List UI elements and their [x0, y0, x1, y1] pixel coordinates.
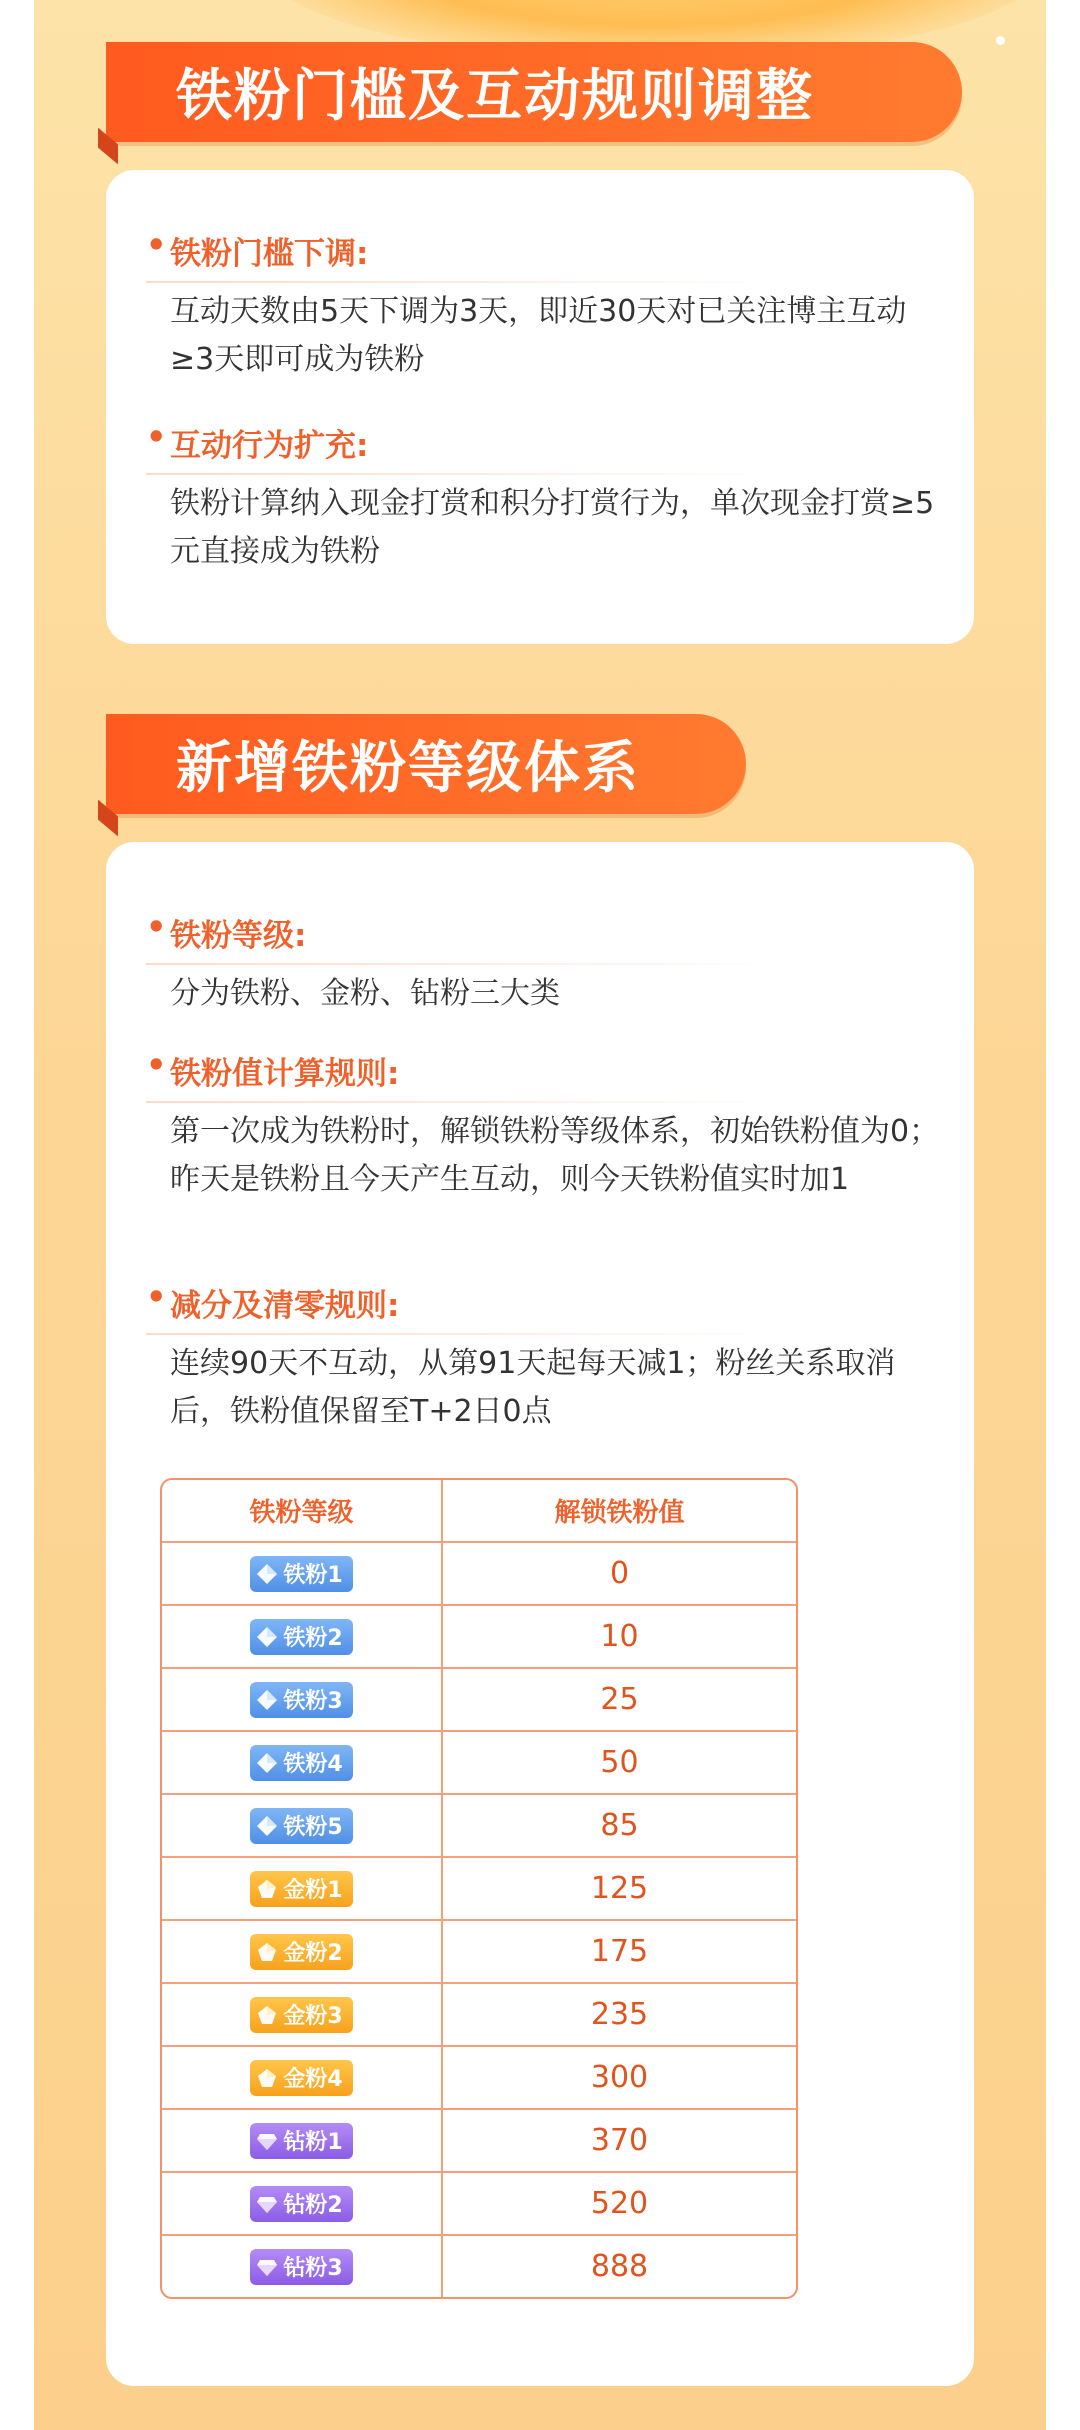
table-row [162, 1982, 796, 2045]
level-badge [250, 1745, 352, 1781]
level-badge [250, 1682, 352, 1718]
unlock-value: 85 [600, 1808, 639, 1843]
unlock-value: 50 [600, 1745, 639, 1780]
rule-body-calc: 第一次成为铁粉时，解锁铁粉等级体系，初始铁粉值为0；昨天是铁粉且今天产生互动，则今天铁粉值实时加1 [170, 1114, 940, 1197]
level-badge [250, 1871, 352, 1907]
iron-gem-icon [256, 1689, 278, 1711]
rule-head-interaction: • 互动行为扩充: [146, 420, 770, 475]
unlock-value: 370 [590, 2123, 649, 2158]
level-label: 金粉4 [283, 2067, 343, 2092]
table-row [162, 1919, 796, 1982]
level-cell [162, 1795, 443, 1856]
table-row [162, 1541, 796, 1604]
level-badge [250, 2060, 352, 2096]
diamond-icon [256, 2193, 278, 2215]
level-cell [162, 2047, 443, 2108]
level-badge [250, 1808, 352, 1844]
level-table [160, 1478, 798, 2299]
iron-gem-icon [256, 1752, 278, 1774]
section1-card [106, 170, 974, 644]
table-body [162, 1541, 796, 2297]
level-badge [250, 1556, 352, 1592]
level-label: 铁粉2 [283, 1626, 343, 1651]
level-label: 钻粉1 [283, 2130, 343, 2155]
gold-gem-icon [256, 1878, 278, 1900]
rule-body-decay: 连续90天不互动，从第91天起每天减1；粉丝关系取消后，铁粉值保留至T+2日0点 [170, 1346, 896, 1429]
rule-head-levels: • 铁粉等级: [146, 910, 770, 965]
level-label: 钻粉3 [283, 2256, 343, 2281]
diamond-icon [256, 2256, 278, 2278]
table-row [162, 1730, 796, 1793]
level-label: 金粉3 [283, 2004, 343, 2029]
iron-gem-icon [256, 1815, 278, 1837]
page-background [34, 0, 1046, 2430]
rule-body-levels: 分为铁粉、金粉、钻粉三大类 [170, 976, 560, 1011]
unlock-value: 300 [590, 2060, 649, 2095]
iron-gem-icon [256, 1563, 278, 1585]
level-cell [162, 1921, 443, 1982]
gold-gem-icon [256, 1941, 278, 1963]
diamond-icon [256, 2130, 278, 2152]
level-cell [162, 1669, 443, 1730]
level-cell [162, 2110, 443, 2171]
level-cell [162, 1858, 443, 1919]
level-cell [162, 2236, 443, 2297]
table-row [162, 2171, 796, 2234]
rule-head-threshold: • 铁粉门槛下调: [146, 228, 770, 283]
level-label: 金粉2 [283, 1941, 343, 1966]
table-header-value: 解锁铁粉值 [554, 1498, 685, 1528]
rule-body-threshold: 互动天数由5天下调为3天，即近30天对已关注博主互动≥3天即可成为铁粉 [170, 294, 907, 377]
level-badge [250, 1997, 352, 2033]
section2-title: 新增铁粉等级体系 [106, 714, 746, 814]
sparkle-icon [996, 36, 1005, 45]
rule-head-calc: • 铁粉值计算规则: [146, 1048, 770, 1103]
level-badge [250, 2186, 352, 2222]
unlock-value: 10 [600, 1619, 639, 1654]
rule-head-decay: • 减分及清零规则: [146, 1280, 770, 1335]
unlock-value: 25 [600, 1682, 639, 1717]
table-row [162, 1856, 796, 1919]
unlock-value: 520 [590, 2186, 649, 2221]
level-cell [162, 1984, 443, 2045]
level-label: 铁粉4 [283, 1752, 343, 1777]
table-header-level: 铁粉等级 [162, 1480, 443, 1541]
table-row [162, 2108, 796, 2171]
section1-title: 铁粉门槛及互动规则调整 [106, 42, 962, 142]
gold-gem-icon [256, 2067, 278, 2089]
level-badge [250, 2249, 352, 2285]
unlock-value: 0 [609, 1556, 630, 1591]
level-cell [162, 1606, 443, 1667]
iron-gem-icon [256, 1626, 278, 1648]
level-label: 钻粉2 [283, 2193, 343, 2218]
level-badge [250, 1619, 352, 1655]
level-label: 金粉1 [283, 1878, 343, 1903]
level-badge [250, 1934, 352, 1970]
table-row [162, 2234, 796, 2297]
rule-body-interaction: 铁粉计算纳入现金打赏和积分打赏行为，单次现金打赏≥5元直接成为铁粉 [170, 486, 935, 569]
table-row [162, 1604, 796, 1667]
level-label: 铁粉3 [283, 1689, 343, 1714]
level-cell [162, 1732, 443, 1793]
table-row [162, 2045, 796, 2108]
unlock-value: 175 [590, 1934, 649, 1969]
table-header-row [162, 1480, 796, 1541]
level-badge [250, 2123, 352, 2159]
level-label: 铁粉5 [283, 1815, 343, 1840]
level-label: 铁粉1 [283, 1563, 343, 1588]
level-cell [162, 1543, 443, 1604]
table-row [162, 1793, 796, 1856]
unlock-value: 125 [590, 1871, 649, 1906]
level-cell [162, 2173, 443, 2234]
table-row [162, 1667, 796, 1730]
gold-gem-icon [256, 2004, 278, 2026]
unlock-value: 888 [590, 2249, 649, 2284]
unlock-value: 235 [590, 1997, 649, 2032]
